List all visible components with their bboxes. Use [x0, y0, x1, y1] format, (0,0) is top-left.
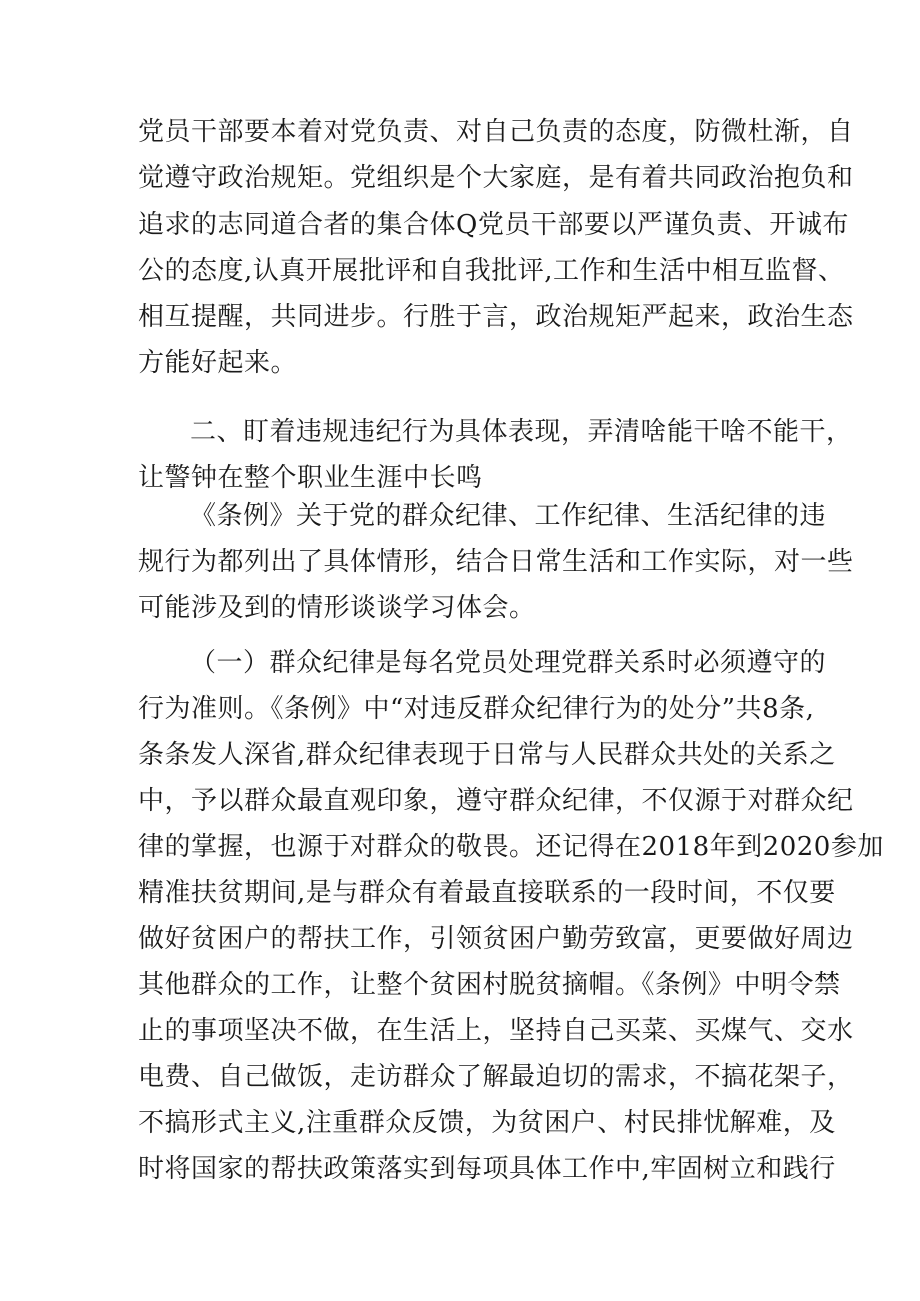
text-line: 方能好起来。	[138, 348, 298, 378]
text-line: 做好贫困户的帮扶工作，引领贫困户勤劳致富，更要做好周边	[138, 924, 854, 954]
section-heading-line: 二、盯着违规违纪行为具体表现，弄清啥能干啥不能干，	[190, 417, 853, 447]
text-line: 党员干部要本着对党负责、对自己负责的态度，防微杜渐，自	[138, 117, 854, 147]
text-line: 中，予以群众最直观印象，遵守群众纪律，不仅源于对群众纪	[138, 786, 854, 816]
text-line: 条条发人深省,群众纪律表现于日常与人民群众共处的关系之	[138, 740, 836, 770]
text-line: 《条例》关于党的群众纪律、工作纪律、生活纪律的违	[190, 501, 827, 531]
text-line: 其他群众的工作，让整个贫困村脱贫摘帽。《条例》中明令禁	[138, 970, 841, 1000]
text-line: 律的掌握，也源于对群众的敬畏。还记得在2018年到2020参加	[138, 832, 884, 862]
text-line: 行为准则。《条例》中“对违反群众纪律行为的处分”共8条,	[138, 694, 815, 724]
text-line: 可能涉及到的情形谈谈学习体会。	[138, 593, 536, 623]
text-line: 相互提醒，共同进步。行胜于言，政治规矩严起来，政治生态	[138, 302, 854, 332]
text-line: （一）群众纪律是每名党员处理党群关系时必须遵守的	[190, 648, 827, 678]
section-heading-line: 让警钟在整个职业生涯中长鸣	[138, 463, 483, 493]
text-line: 觉遵守政治规矩。党组织是个大家庭，是有着共同政治抱负和	[138, 163, 854, 193]
text-line: 追求的志同道合者的集合体Q党员干部要以严谨负责、开诚布	[138, 210, 849, 240]
text-line: 止的事项坚决不做，在生活上，坚持自己买菜、买煤气、交水	[138, 1016, 854, 1046]
text-line: 精准扶贫期间,是与群众有着最直接联系的一段时间，不仅要	[138, 878, 836, 908]
text-line: 时将国家的帮扶政策落实到每项具体工作中,牢固树立和践行	[138, 1154, 836, 1184]
text-line: 规行为都列出了具体情形，结合日常生活和工作实际，对一些	[138, 547, 854, 577]
text-line: 不搞形式主义,注重群众反馈，为贫困户、村民排忧解难，及	[138, 1108, 836, 1138]
text-line: 公的态度,认真开展批评和自我批评,工作和生活中相互监督、	[138, 256, 845, 286]
text-line: 电费、自己做饭，走访群众了解最迫切的需求，不搞花架子，	[138, 1062, 854, 1092]
